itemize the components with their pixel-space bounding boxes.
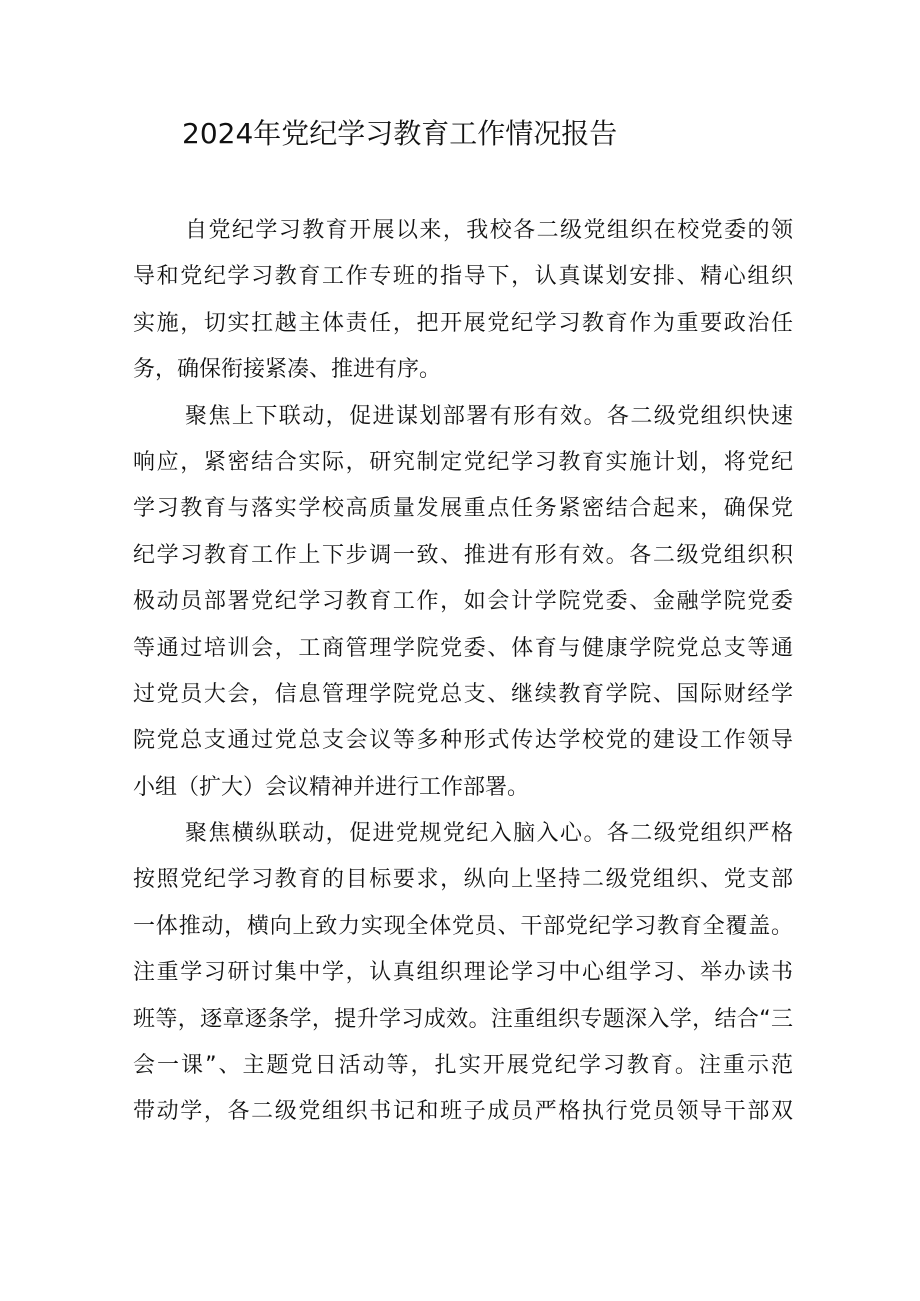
paragraph-2-line-3: 学习教育与落实学校高质量发展重点任务紧密结合起来，确保党 <box>133 496 793 522</box>
paragraph-1-line-1: 自党纪学习教育开展以来，我校各二级党组织在校党委的领 <box>185 218 793 243</box>
paragraph-3-line-2: 按照党纪学习教育的目标要求，纵向上坚持二级党组织、党支部 <box>133 867 793 893</box>
paragraph-1-line-3: 实施，切实扛越主体责任，把开展党纪学习教育作为重要政治任 <box>133 310 793 336</box>
paragraph-2-line-2: 响应，紧密结合实际，研究制定党纪学习教育实施计划，将党纪 <box>133 449 793 475</box>
paragraph-3-line-7: 带动学，各二级党组织书记和班子成员严格执行党员领导干部双 <box>133 1099 793 1125</box>
document-body <box>133 208 793 1136</box>
paragraph-1-line-2: 导和党纪学习教育工作专班的指导下，认真谋划安排、精心组织 <box>133 264 793 290</box>
paragraph-3-line-4: 注重学习研讨集中学，认真组织理论学习中心组学习、举办读书 <box>133 960 793 986</box>
paragraph-3-line-5: 班等，逐章逐条学，提升学习成效。注重组织专题深入学，结合“三 <box>133 1006 793 1032</box>
paragraph-1-line-4: 务，确保衔接紧凑、推进有序。 <box>133 357 442 383</box>
paragraph-2-line-7: 过党员大会，信息管理学院党总支、继续教育学院、国际财经学 <box>133 681 793 707</box>
paragraph-2-line-1: 聚焦上下联动，促进谋划部署有形有效。各二级党组织快速 <box>185 403 793 429</box>
paragraph-2-line-6: 等通过培训会，工商管理学院党委、体育与健康学院党总支等通 <box>133 635 793 661</box>
document-title: 2024年党纪学习教育工作情况报告 <box>182 117 618 150</box>
paragraph-3-line-3: 一体推动，横向上致力实现全体党员、干部党纪学习教育全覆盖。 <box>133 913 793 939</box>
paragraph-3-line-1: 聚焦横纵联动，促进党规党纪入脑入心。各二级党组织严格 <box>185 821 793 847</box>
paragraph-3-line-6: 会一课”、主题党日活动等，扎实开展党纪学习教育。注重示范 <box>133 1053 793 1079</box>
paragraph-2-line-9: 小组（扩大）会议精神并进行工作部署。 <box>133 774 530 800</box>
paragraph-2-line-5: 极动员部署党纪学习教育工作，如会计学院党委、金融学院党委 <box>133 589 793 615</box>
paragraph-2-line-4: 纪学习教育工作上下步调一致、推进有形有效。各二级党组织积 <box>133 542 793 568</box>
paragraph-2-line-8: 院党总支通过党总支会议等多种形式传达学校党的建设工作领导 <box>133 728 793 754</box>
